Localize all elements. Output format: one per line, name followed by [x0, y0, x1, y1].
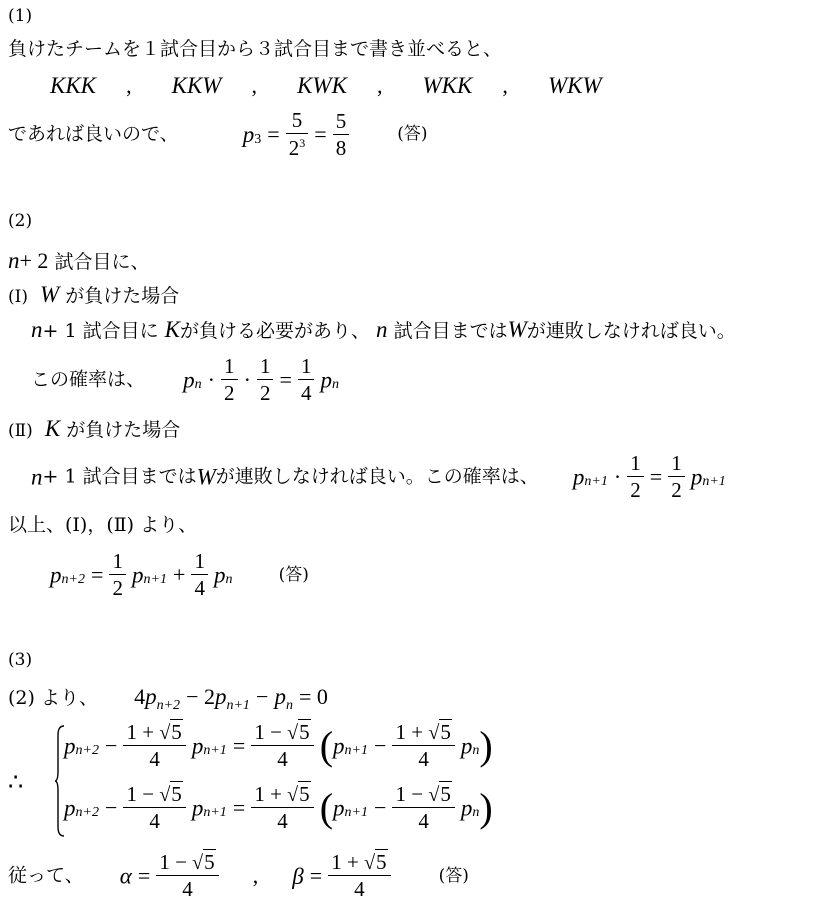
right-paren: ): [479, 785, 493, 830]
p-var: p: [333, 795, 345, 821]
p3-var: p: [242, 122, 255, 147]
eq: =: [137, 863, 151, 888]
frac-den: 4: [277, 809, 288, 833]
frac-one-plus-root5-over-4: [392, 722, 454, 770]
case2-heading: [8, 417, 180, 440]
minus: −: [105, 733, 118, 758]
plus: +: [142, 720, 155, 744]
eq: =: [649, 464, 663, 489]
frac-alpha: [156, 852, 218, 900]
var-n: n: [31, 464, 43, 490]
p-var: p: [64, 733, 76, 759]
case2-desc-b: が連敗しなければ良い。この確率は、: [215, 465, 539, 488]
frac-den-base: 2: [288, 136, 300, 160]
eq: =: [279, 367, 292, 392]
minus: −: [270, 720, 282, 744]
var-n: n: [8, 248, 20, 273]
p-var: p: [145, 684, 157, 709]
minus: −: [374, 795, 387, 820]
frac-den: 2: [112, 576, 123, 600]
seq-1: KKK: [50, 73, 97, 98]
frac-num: [251, 784, 313, 808]
eq-1: =: [267, 121, 280, 147]
var-n: n: [31, 317, 43, 342]
frac-den: 8: [335, 135, 347, 160]
part2-conclusion: 以上、(Ⅰ)，(Ⅱ) より、: [8, 514, 198, 536]
case1-text: が負けた場合: [65, 285, 180, 307]
p-var: p: [183, 367, 195, 393]
part1-line1: 負けたチームを１試合目から３試合目まで書き並べると、: [8, 38, 503, 60]
frac-half: [109, 551, 126, 599]
var-W: W: [196, 464, 216, 490]
left-paren: (: [319, 785, 334, 830]
frac-num: 5: [333, 111, 350, 135]
coef-minus2: − 2: [186, 684, 215, 709]
case1-var: W: [40, 282, 60, 307]
frac-num: [251, 722, 313, 746]
case1-desc: [31, 318, 736, 341]
frac-one-minus-root5-over-4: [123, 784, 185, 832]
case1-desc-d: が連敗しなければ良い。: [526, 320, 736, 342]
frac-half: [221, 356, 238, 404]
frac-den: 2: [671, 478, 682, 502]
frac-one-plus-root5-over-4: [123, 722, 185, 770]
answer-mark: (答): [278, 564, 309, 585]
expr-plus2: + 2: [19, 248, 49, 273]
left-paren: (: [319, 723, 334, 768]
eq: =: [91, 562, 104, 587]
p-var: p: [333, 733, 345, 759]
frac-num: 5: [286, 110, 309, 134]
part3-line1-text: (2) より、: [8, 687, 98, 709]
p-var: p: [132, 562, 144, 588]
one: 1: [126, 720, 137, 744]
case1-desc-c: 試合目までは: [393, 320, 508, 342]
part1-sequences: [50, 74, 602, 97]
frac-num: 1: [191, 551, 208, 575]
one: 1: [159, 850, 170, 874]
minus: −: [411, 782, 424, 806]
comma: ,: [252, 863, 259, 888]
case1-desc-b: が負ける必要があり、: [179, 320, 370, 342]
seq-comma-2: ,: [251, 73, 258, 98]
plus: +: [270, 782, 282, 806]
minus: −: [142, 782, 155, 806]
frac-den: 4: [300, 381, 312, 405]
seq-5: WKW: [547, 73, 602, 98]
p-sub: n+1: [203, 743, 227, 758]
eq: =: [309, 863, 323, 888]
p-sub: n: [285, 698, 293, 713]
part2-line1-text: 試合目に、: [54, 251, 150, 273]
case2-var: K: [44, 416, 61, 441]
case1-label: (Ⅰ): [8, 287, 28, 307]
case1-desc-a: + 1 試合目に: [42, 320, 159, 342]
one: 1: [395, 782, 406, 806]
p-sub: n: [332, 377, 340, 392]
root-arg: 5: [299, 782, 310, 806]
one: 1: [254, 782, 265, 806]
seq-4: WKK: [422, 73, 473, 98]
beta: β: [292, 863, 304, 889]
part1-result-line: [8, 110, 428, 159]
frac-num: 1: [668, 453, 685, 477]
frac-den-exp: 3: [299, 136, 306, 150]
eq: =: [232, 733, 246, 758]
right-paren: ): [479, 723, 493, 768]
frac-beta: [328, 852, 390, 900]
alpha: α: [119, 863, 132, 889]
one: 1: [331, 850, 342, 874]
seq-comma-3: ,: [376, 73, 383, 98]
part1-label: (1): [8, 6, 33, 26]
p-var: p: [460, 733, 473, 759]
frac-num: [123, 784, 185, 808]
seq-comma-1: ,: [126, 73, 132, 98]
frac-half: [627, 453, 644, 501]
frac-num: [328, 852, 390, 876]
p-sub: n+1: [203, 805, 227, 820]
p-var: p: [64, 795, 76, 821]
p-sub: n: [472, 805, 480, 820]
therefore-symbol: ∴: [8, 768, 24, 796]
eq-zero: = 0: [299, 684, 328, 709]
frac-den: [286, 134, 309, 159]
frac-quarter: [298, 356, 315, 404]
answer-mark: (答): [438, 865, 469, 886]
eq-2: =: [314, 121, 327, 147]
sqrt-5: √5: [287, 782, 310, 806]
frac-half: [257, 356, 274, 404]
minus: −: [105, 795, 118, 820]
p3-sub: 3: [254, 131, 262, 147]
p-sub: n+1: [702, 474, 726, 489]
p-sub: n: [194, 377, 202, 392]
sqrt-5: √5: [287, 720, 310, 744]
p-var: p: [214, 562, 226, 588]
p-sub: n+1: [226, 698, 250, 713]
p-var: p: [50, 562, 62, 588]
root-arg: 5: [376, 850, 387, 874]
frac-den: 4: [194, 576, 205, 600]
recurrence-answer: [50, 551, 309, 599]
sqrt-5: √5: [428, 782, 451, 806]
p-sub: n+1: [344, 805, 368, 820]
part3-conclusion: [8, 852, 469, 900]
dot: ·: [243, 367, 251, 392]
p-sub: n+2: [75, 805, 99, 820]
one: 1: [126, 782, 137, 806]
frac-one-minus-root5-over-4: [392, 784, 454, 832]
sqrt-5: √5: [192, 850, 215, 874]
frac-num: 1: [257, 356, 274, 380]
root-arg: 5: [440, 782, 451, 806]
frac-den: 4: [354, 877, 365, 901]
frac-num: 1: [109, 551, 126, 575]
root-arg: 5: [171, 782, 182, 806]
case2-text: が負けた場合: [66, 419, 181, 441]
p-sub: n: [225, 572, 233, 587]
frac-one-plus-root5-over-4: [251, 784, 313, 832]
p-sub: n+2: [61, 572, 85, 587]
system-eq-1: [64, 722, 493, 770]
one: 1: [254, 720, 265, 744]
p-var: p: [191, 795, 204, 821]
sqrt-5: √5: [159, 720, 182, 744]
var-n: n: [376, 317, 388, 342]
p-var: p: [690, 464, 703, 490]
root-arg: 5: [171, 720, 182, 744]
frac-half: [668, 453, 685, 501]
frac-den: 4: [418, 747, 429, 771]
frac-num: [123, 722, 185, 746]
p-var: p: [191, 733, 204, 759]
dot: ·: [207, 367, 215, 392]
seq-comma-4: ,: [502, 73, 508, 98]
case1-heading: [8, 283, 179, 306]
plus: +: [346, 850, 359, 874]
p-var: p: [460, 795, 473, 821]
var-W: W: [507, 317, 527, 342]
frac-num: 1: [298, 356, 315, 380]
part2-label: (2): [8, 211, 33, 231]
minus: −: [175, 850, 187, 874]
frac-num: 1: [221, 356, 238, 380]
root-arg: 5: [440, 720, 451, 744]
p-sub: n+1: [344, 743, 368, 758]
frac-den: 2: [224, 381, 235, 405]
frac-den: 4: [277, 747, 288, 771]
frac-5-over-8: [333, 108, 350, 160]
case1-prob-text: この確率は、: [31, 368, 146, 391]
seq-2: KKW: [171, 73, 222, 98]
seq-3: KWK: [297, 73, 347, 98]
sqrt-5: √5: [428, 720, 451, 744]
frac-num: [156, 852, 218, 876]
frac-num: [392, 722, 454, 746]
root-arg: 5: [299, 720, 310, 744]
frac-one-minus-root5-over-4: [251, 722, 313, 770]
coef-4: 4: [134, 684, 146, 709]
sqrt-5: √5: [364, 850, 387, 874]
root-arg: 5: [204, 850, 215, 874]
p-sub: n+2: [75, 743, 99, 758]
frac-den: 4: [149, 747, 160, 771]
one: 1: [395, 720, 406, 744]
case2-label: (Ⅱ): [8, 421, 33, 441]
frac-den: 4: [149, 809, 160, 833]
p-var: p: [320, 367, 333, 393]
minus: −: [255, 684, 269, 709]
part3-concl-text: 従って、: [8, 864, 84, 887]
plus: +: [173, 562, 186, 587]
p-sub: n+2: [156, 698, 181, 713]
p-var: p: [572, 464, 585, 490]
plus: +: [411, 720, 424, 744]
minus: −: [374, 733, 387, 758]
system-eq-2: [64, 784, 493, 832]
frac-den: 2: [259, 381, 271, 405]
frac-num: [392, 784, 454, 808]
part3-label: (3): [8, 650, 33, 670]
answer-mark: (答): [397, 124, 428, 144]
frac-quarter: [191, 551, 208, 599]
var-K: K: [164, 317, 180, 342]
frac-den: 4: [182, 877, 193, 901]
part3-line1: [8, 684, 328, 713]
p-sub: n+1: [143, 572, 167, 587]
p-sub: n+1: [584, 474, 608, 489]
part1-result-text: であれば良いので、: [8, 123, 179, 145]
dot: ·: [613, 464, 622, 489]
case2-desc-line: [31, 453, 726, 501]
case1-prob-line: [31, 356, 339, 404]
p-sub: n: [472, 743, 480, 758]
p-var: p: [214, 684, 227, 709]
case2-desc-a: + 1 試合目までは: [42, 465, 197, 488]
part2-line1: [8, 249, 149, 272]
eq: =: [232, 795, 246, 820]
frac-5-over-2cubed: [286, 110, 309, 159]
frac-den: 4: [418, 809, 429, 833]
p-var: p: [274, 684, 286, 709]
sqrt-5: √5: [159, 782, 182, 806]
frac-num: 1: [627, 453, 644, 477]
frac-den: 2: [630, 478, 641, 502]
